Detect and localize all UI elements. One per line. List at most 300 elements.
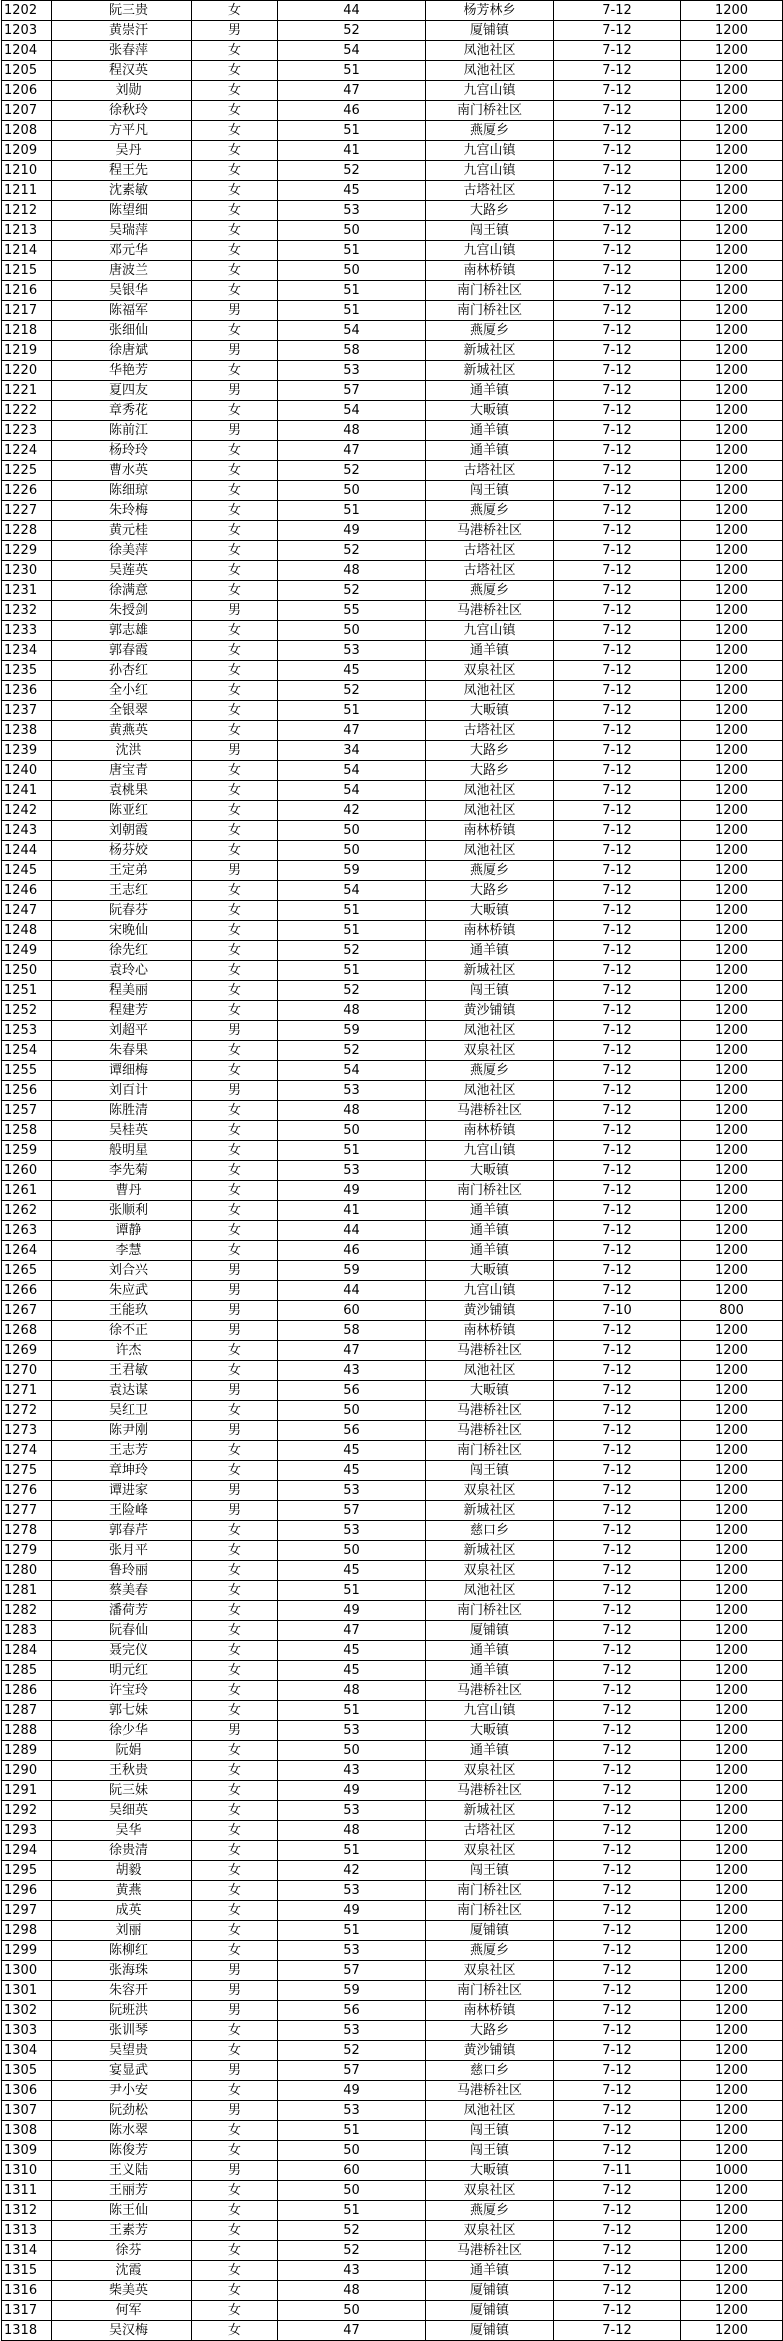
cell-period: 7-12 xyxy=(554,1421,681,1441)
cell-name: 徐满意 xyxy=(52,581,192,601)
cell-amount: 1200 xyxy=(681,1001,783,1021)
cell-name: 陈福军 xyxy=(52,301,192,321)
cell-location: 古塔社区 xyxy=(426,561,554,581)
cell-amount: 1200 xyxy=(681,1381,783,1401)
cell-age: 51 xyxy=(278,281,426,301)
cell-age: 51 xyxy=(278,301,426,321)
cell-name: 阮娟 xyxy=(52,1741,192,1761)
cell-number: 1267 xyxy=(2,1301,52,1321)
cell-amount: 1200 xyxy=(681,21,783,41)
cell-number: 1300 xyxy=(2,1961,52,1981)
cell-number: 1261 xyxy=(2,1181,52,1201)
cell-period: 7-12 xyxy=(554,1521,681,1541)
table-row xyxy=(2,501,783,521)
cell-name: 阮劲松 xyxy=(52,2101,192,2121)
cell-amount: 1200 xyxy=(681,1161,783,1181)
table-row xyxy=(2,1261,783,1281)
table-row xyxy=(2,801,783,821)
cell-amount: 1200 xyxy=(681,1701,783,1721)
cell-gender: 女 xyxy=(192,1921,278,1941)
cell-gender: 女 xyxy=(192,2021,278,2041)
cell-name: 陈亚红 xyxy=(52,801,192,821)
cell-name: 张月平 xyxy=(52,1541,192,1561)
table-row xyxy=(2,1841,783,1861)
cell-age: 48 xyxy=(278,1001,426,1021)
cell-period: 7-12 xyxy=(554,581,681,601)
cell-amount: 1200 xyxy=(681,541,783,561)
cell-gender: 女 xyxy=(192,81,278,101)
cell-amount: 1200 xyxy=(681,161,783,181)
cell-period: 7-12 xyxy=(554,2221,681,2241)
cell-period: 7-12 xyxy=(554,1241,681,1261)
cell-gender: 女 xyxy=(192,1801,278,1821)
cell-age: 41 xyxy=(278,141,426,161)
cell-gender: 女 xyxy=(192,541,278,561)
cell-amount: 1200 xyxy=(681,721,783,741)
cell-gender: 男 xyxy=(192,2101,278,2121)
cell-amount: 1200 xyxy=(681,2101,783,2121)
cell-number: 1318 xyxy=(2,2321,52,2341)
table-row xyxy=(2,1441,783,1461)
cell-age: 48 xyxy=(278,1101,426,1121)
cell-age: 45 xyxy=(278,1461,426,1481)
cell-number: 1288 xyxy=(2,1721,52,1741)
cell-amount: 1200 xyxy=(681,221,783,241)
cell-age: 59 xyxy=(278,1021,426,1041)
cell-period: 7-12 xyxy=(554,2201,681,2221)
cell-gender: 女 xyxy=(192,201,278,221)
cell-period: 7-12 xyxy=(554,1321,681,1341)
cell-name: 吴桂英 xyxy=(52,1121,192,1141)
cell-number: 1218 xyxy=(2,321,52,341)
cell-age: 52 xyxy=(278,1041,426,1061)
cell-number: 1217 xyxy=(2,301,52,321)
table-row xyxy=(2,101,783,121)
cell-period: 7-12 xyxy=(554,941,681,961)
cell-name: 阮春仙 xyxy=(52,1621,192,1641)
table-row xyxy=(2,2081,783,2101)
cell-gender: 女 xyxy=(192,2281,278,2301)
cell-name: 阮春芬 xyxy=(52,901,192,921)
cell-amount: 1200 xyxy=(681,2301,783,2321)
cell-gender: 男 xyxy=(192,21,278,41)
cell-period: 7-12 xyxy=(554,521,681,541)
cell-amount: 1200 xyxy=(681,901,783,921)
cell-location: 九宫山镇 xyxy=(426,1281,554,1301)
cell-number: 1304 xyxy=(2,2041,52,2061)
cell-location: 南林桥镇 xyxy=(426,921,554,941)
cell-amount: 1200 xyxy=(681,1101,783,1121)
cell-age: 57 xyxy=(278,1501,426,1521)
table-row xyxy=(2,2061,783,2081)
cell-number: 1248 xyxy=(2,921,52,941)
cell-amount: 1200 xyxy=(681,1341,783,1361)
cell-name: 程建芳 xyxy=(52,1001,192,1021)
cell-name: 张春萍 xyxy=(52,41,192,61)
cell-number: 1264 xyxy=(2,1241,52,1261)
cell-name: 章秀花 xyxy=(52,401,192,421)
cell-number: 1307 xyxy=(2,2101,52,2121)
cell-location: 九宫山镇 xyxy=(426,81,554,101)
cell-name: 王志芳 xyxy=(52,1441,192,1461)
cell-name: 徐不正 xyxy=(52,1321,192,1341)
cell-age: 52 xyxy=(278,2221,426,2241)
cell-number: 1208 xyxy=(2,121,52,141)
cell-age: 52 xyxy=(278,681,426,701)
cell-gender: 男 xyxy=(192,1981,278,2001)
cell-location: 新城社区 xyxy=(426,341,554,361)
cell-name: 徐美萍 xyxy=(52,541,192,561)
cell-gender: 女 xyxy=(192,2221,278,2241)
cell-location: 马港桥社区 xyxy=(426,1421,554,1441)
cell-age: 53 xyxy=(278,1481,426,1501)
cell-location: 大路乡 xyxy=(426,881,554,901)
cell-age: 46 xyxy=(278,1241,426,1261)
table-row xyxy=(2,821,783,841)
cell-gender: 女 xyxy=(192,801,278,821)
cell-location: 九宫山镇 xyxy=(426,1701,554,1721)
cell-name: 李慧 xyxy=(52,1241,192,1261)
cell-period: 7-12 xyxy=(554,1141,681,1161)
cell-gender: 女 xyxy=(192,2141,278,2161)
cell-amount: 1200 xyxy=(681,781,783,801)
cell-amount: 1200 xyxy=(681,261,783,281)
cell-name: 徐贵清 xyxy=(52,1841,192,1861)
cell-name: 王能玖 xyxy=(52,1301,192,1321)
cell-amount: 1200 xyxy=(681,1541,783,1561)
cell-name: 徐唐斌 xyxy=(52,341,192,361)
cell-amount: 1200 xyxy=(681,1621,783,1641)
cell-number: 1294 xyxy=(2,1841,52,1861)
cell-gender: 男 xyxy=(192,301,278,321)
cell-location: 九宫山镇 xyxy=(426,241,554,261)
cell-age: 56 xyxy=(278,1421,426,1441)
cell-location: 凤池社区 xyxy=(426,1021,554,1041)
cell-location: 燕厦乡 xyxy=(426,501,554,521)
cell-number: 1262 xyxy=(2,1201,52,1221)
cell-location: 双泉社区 xyxy=(426,1561,554,1581)
cell-location: 双泉社区 xyxy=(426,1841,554,1861)
cell-age: 41 xyxy=(278,1201,426,1221)
cell-number: 1289 xyxy=(2,1741,52,1761)
cell-period: 7-12 xyxy=(554,1281,681,1301)
cell-gender: 女 xyxy=(192,721,278,741)
cell-location: 凤池社区 xyxy=(426,841,554,861)
cell-number: 1279 xyxy=(2,1541,52,1561)
cell-age: 54 xyxy=(278,781,426,801)
cell-gender: 女 xyxy=(192,1361,278,1381)
cell-period: 7-12 xyxy=(554,101,681,121)
cell-gender: 女 xyxy=(192,1781,278,1801)
cell-age: 51 xyxy=(278,701,426,721)
table-row xyxy=(2,281,783,301)
cell-location: 九宫山镇 xyxy=(426,1141,554,1161)
cell-amount: 1200 xyxy=(681,521,783,541)
cell-gender: 男 xyxy=(192,1421,278,1441)
cell-number: 1308 xyxy=(2,2121,52,2141)
table-row xyxy=(2,441,783,461)
cell-name: 阮三妹 xyxy=(52,1781,192,1801)
cell-location: 通羊镇 xyxy=(426,2261,554,2281)
cell-period: 7-12 xyxy=(554,201,681,221)
cell-age: 49 xyxy=(278,521,426,541)
cell-amount: 1200 xyxy=(681,421,783,441)
cell-gender: 男 xyxy=(192,741,278,761)
cell-gender: 女 xyxy=(192,1901,278,1921)
cell-age: 51 xyxy=(278,961,426,981)
cell-age: 45 xyxy=(278,181,426,201)
cell-period: 7-12 xyxy=(554,601,681,621)
cell-location: 古塔社区 xyxy=(426,181,554,201)
cell-name: 朱玲梅 xyxy=(52,501,192,521)
cell-gender: 女 xyxy=(192,2081,278,2101)
cell-number: 1269 xyxy=(2,1341,52,1361)
cell-amount: 1200 xyxy=(681,1201,783,1221)
cell-period: 7-12 xyxy=(554,961,681,981)
cell-number: 1315 xyxy=(2,2261,52,2281)
table-row xyxy=(2,901,783,921)
cell-age: 53 xyxy=(278,2101,426,2121)
cell-number: 1310 xyxy=(2,2161,52,2181)
cell-period: 7-12 xyxy=(554,1761,681,1781)
cell-age: 52 xyxy=(278,541,426,561)
cell-location: 南门桥社区 xyxy=(426,301,554,321)
cell-gender: 男 xyxy=(192,1301,278,1321)
cell-number: 1255 xyxy=(2,1061,52,1081)
cell-location: 杨芳林乡 xyxy=(426,1,554,21)
table-body xyxy=(2,1,783,2341)
cell-location: 闯王镇 xyxy=(426,2121,554,2141)
cell-location: 南林桥镇 xyxy=(426,261,554,281)
cell-location: 新城社区 xyxy=(426,1541,554,1561)
cell-amount: 1200 xyxy=(681,2081,783,2101)
cell-age: 52 xyxy=(278,21,426,41)
cell-name: 张细仙 xyxy=(52,321,192,341)
cell-location: 南门桥社区 xyxy=(426,1981,554,2001)
cell-number: 1282 xyxy=(2,1601,52,1621)
cell-amount: 1200 xyxy=(681,1261,783,1281)
cell-period: 7-10 xyxy=(554,1301,681,1321)
table-row xyxy=(2,241,783,261)
cell-name: 程汉英 xyxy=(52,61,192,81)
table-row xyxy=(2,661,783,681)
cell-name: 尹小安 xyxy=(52,2081,192,2101)
cell-number: 1276 xyxy=(2,1481,52,1501)
cell-location: 厦铺镇 xyxy=(426,2301,554,2321)
cell-gender: 女 xyxy=(192,1101,278,1121)
cell-name: 刘超平 xyxy=(52,1021,192,1041)
cell-amount: 1200 xyxy=(681,1781,783,1801)
cell-period: 7-12 xyxy=(554,301,681,321)
cell-age: 54 xyxy=(278,321,426,341)
cell-number: 1234 xyxy=(2,641,52,661)
table-row xyxy=(2,601,783,621)
cell-location: 双泉社区 xyxy=(426,1761,554,1781)
cell-name: 陈望细 xyxy=(52,201,192,221)
cell-number: 1272 xyxy=(2,1401,52,1421)
cell-period: 7-12 xyxy=(554,441,681,461)
cell-age: 54 xyxy=(278,881,426,901)
cell-location: 大畈镇 xyxy=(426,2161,554,2181)
cell-number: 1295 xyxy=(2,1861,52,1881)
cell-location: 马港桥社区 xyxy=(426,1341,554,1361)
cell-name: 唐波兰 xyxy=(52,261,192,281)
cell-age: 52 xyxy=(278,161,426,181)
cell-location: 九宫山镇 xyxy=(426,161,554,181)
cell-amount: 1200 xyxy=(681,1421,783,1441)
cell-gender: 男 xyxy=(192,601,278,621)
table-row xyxy=(2,1581,783,1601)
table-row xyxy=(2,1561,783,1581)
cell-period: 7-12 xyxy=(554,541,681,561)
table-row xyxy=(2,2021,783,2041)
cell-location: 大路乡 xyxy=(426,761,554,781)
cell-number: 1290 xyxy=(2,1761,52,1781)
cell-amount: 1200 xyxy=(681,1561,783,1581)
cell-location: 通羊镇 xyxy=(426,1641,554,1661)
table-row xyxy=(2,1461,783,1481)
table-row xyxy=(2,1941,783,1961)
cell-name: 沈洪 xyxy=(52,741,192,761)
cell-age: 60 xyxy=(278,2161,426,2181)
cell-name: 夏四友 xyxy=(52,381,192,401)
cell-name: 沈霞 xyxy=(52,2261,192,2281)
cell-age: 47 xyxy=(278,1621,426,1641)
cell-name: 程美丽 xyxy=(52,981,192,1001)
cell-name: 吴丹 xyxy=(52,141,192,161)
cell-age: 51 xyxy=(278,241,426,261)
cell-number: 1271 xyxy=(2,1381,52,1401)
cell-number: 1287 xyxy=(2,1701,52,1721)
cell-amount: 1200 xyxy=(681,661,783,681)
cell-period: 7-12 xyxy=(554,1,681,21)
cell-number: 1211 xyxy=(2,181,52,201)
cell-number: 1215 xyxy=(2,261,52,281)
cell-amount: 1200 xyxy=(681,1121,783,1141)
cell-gender: 女 xyxy=(192,1861,278,1881)
cell-gender: 男 xyxy=(192,1281,278,1301)
cell-location: 马港桥社区 xyxy=(426,1401,554,1421)
cell-number: 1317 xyxy=(2,2301,52,2321)
cell-amount: 1200 xyxy=(681,141,783,161)
cell-number: 1237 xyxy=(2,701,52,721)
cell-age: 53 xyxy=(278,1721,426,1741)
cell-name: 阮班洪 xyxy=(52,2001,192,2021)
cell-age: 53 xyxy=(278,1081,426,1101)
cell-amount: 1200 xyxy=(681,401,783,421)
cell-gender: 女 xyxy=(192,2261,278,2281)
cell-age: 48 xyxy=(278,561,426,581)
cell-number: 1260 xyxy=(2,1161,52,1181)
cell-amount: 1200 xyxy=(681,1861,783,1881)
cell-period: 7-12 xyxy=(554,281,681,301)
cell-period: 7-12 xyxy=(554,2141,681,2161)
cell-number: 1247 xyxy=(2,901,52,921)
table-row xyxy=(2,1921,783,1941)
cell-gender: 女 xyxy=(192,2201,278,2221)
cell-gender: 女 xyxy=(192,1181,278,1201)
cell-age: 54 xyxy=(278,761,426,781)
cell-location: 南门桥社区 xyxy=(426,281,554,301)
cell-period: 7-12 xyxy=(554,2041,681,2061)
cell-number: 1204 xyxy=(2,41,52,61)
cell-gender: 女 xyxy=(192,1541,278,1561)
cell-location: 通羊镇 xyxy=(426,1221,554,1241)
cell-name: 郭志雄 xyxy=(52,621,192,641)
cell-number: 1306 xyxy=(2,2081,52,2101)
cell-period: 7-12 xyxy=(554,1221,681,1241)
cell-period: 7-12 xyxy=(554,1681,681,1701)
cell-period: 7-12 xyxy=(554,1501,681,1521)
cell-age: 51 xyxy=(278,121,426,141)
cell-name: 张训琴 xyxy=(52,2021,192,2041)
cell-age: 47 xyxy=(278,441,426,461)
cell-name: 徐少华 xyxy=(52,1721,192,1741)
cell-name: 谭静 xyxy=(52,1221,192,1241)
cell-location: 凤池社区 xyxy=(426,1361,554,1381)
table-row xyxy=(2,621,783,641)
cell-period: 7-12 xyxy=(554,1201,681,1221)
cell-age: 51 xyxy=(278,2121,426,2141)
cell-location: 双泉社区 xyxy=(426,1041,554,1061)
table-row xyxy=(2,1101,783,1121)
cell-name: 潘荷芳 xyxy=(52,1601,192,1621)
cell-amount: 1200 xyxy=(681,561,783,581)
cell-number: 1274 xyxy=(2,1441,52,1461)
cell-amount: 1200 xyxy=(681,2321,783,2341)
cell-number: 1299 xyxy=(2,1941,52,1961)
cell-amount: 1200 xyxy=(681,2001,783,2021)
table-row xyxy=(2,1881,783,1901)
cell-location: 新城社区 xyxy=(426,361,554,381)
cell-name: 王君敏 xyxy=(52,1361,192,1381)
cell-period: 7-12 xyxy=(554,2301,681,2321)
cell-name: 刘丽 xyxy=(52,1921,192,1941)
cell-number: 1312 xyxy=(2,2201,52,2221)
cell-gender: 女 xyxy=(192,581,278,601)
cell-age: 44 xyxy=(278,1221,426,1241)
cell-number: 1226 xyxy=(2,481,52,501)
cell-location: 黄沙铺镇 xyxy=(426,2041,554,2061)
cell-age: 53 xyxy=(278,1881,426,1901)
cell-number: 1216 xyxy=(2,281,52,301)
table-row xyxy=(2,1281,783,1301)
cell-gender: 女 xyxy=(192,2321,278,2341)
cell-age: 50 xyxy=(278,261,426,281)
cell-location: 燕厦乡 xyxy=(426,581,554,601)
cell-number: 1230 xyxy=(2,561,52,581)
cell-gender: 女 xyxy=(192,1061,278,1081)
cell-gender: 女 xyxy=(192,1561,278,1581)
table-row xyxy=(2,2301,783,2321)
cell-number: 1231 xyxy=(2,581,52,601)
cell-location: 闯王镇 xyxy=(426,1861,554,1881)
cell-age: 54 xyxy=(278,401,426,421)
cell-period: 7-12 xyxy=(554,1661,681,1681)
cell-period: 7-12 xyxy=(554,221,681,241)
cell-location: 新城社区 xyxy=(426,961,554,981)
cell-number: 1222 xyxy=(2,401,52,421)
cell-age: 49 xyxy=(278,1181,426,1201)
cell-name: 徐芬 xyxy=(52,2241,192,2261)
cell-amount: 1200 xyxy=(681,1501,783,1521)
cell-location: 九宫山镇 xyxy=(426,621,554,641)
cell-age: 53 xyxy=(278,1521,426,1541)
cell-amount: 1200 xyxy=(681,1981,783,2001)
cell-period: 7-12 xyxy=(554,741,681,761)
cell-number: 1245 xyxy=(2,861,52,881)
cell-number: 1240 xyxy=(2,761,52,781)
